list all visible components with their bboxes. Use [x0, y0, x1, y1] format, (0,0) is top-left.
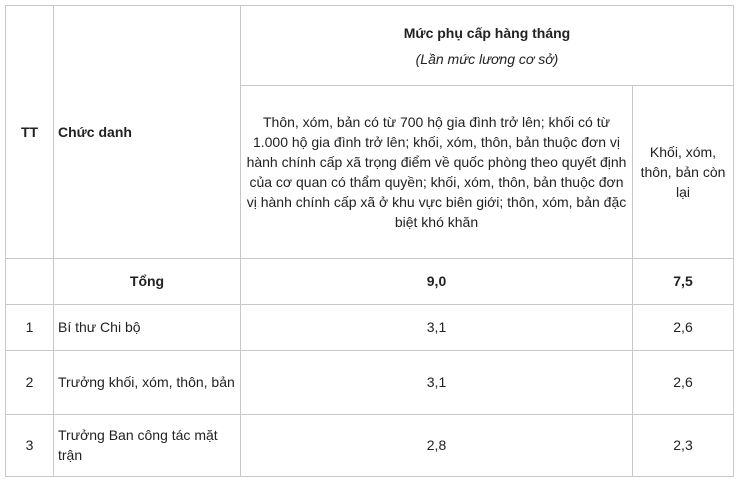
table-row: [6, 304, 734, 350]
row-col-a: 3,1: [241, 304, 633, 350]
header-muc-phu-cap: [241, 6, 734, 86]
total-col-b: 7,5: [633, 258, 734, 304]
row-tt: 2: [6, 350, 54, 414]
total-tt: [6, 258, 54, 304]
row-title: Trưởng khối, xóm, thôn, bản: [54, 350, 241, 414]
header-chuc-danh: Chức danh: [54, 6, 241, 259]
header-tt: TT: [6, 6, 54, 259]
header-muc-phu-cap-note: (Lần mức lương cơ sở): [415, 50, 559, 67]
row-col-a: 2,8: [241, 414, 633, 476]
row-tt: 3: [6, 414, 54, 476]
row-title: Trưởng Ban công tác mặt trận: [54, 414, 241, 476]
header-muc-phu-cap-title: Mức phụ cấp hàng tháng: [403, 24, 571, 41]
row-col-a: 3,1: [241, 350, 633, 414]
row-col-b: 2,6: [633, 304, 734, 350]
allowance-table: [5, 5, 734, 477]
row-col-b: 2,3: [633, 414, 734, 476]
table-row: [6, 414, 734, 476]
total-row: [6, 258, 734, 304]
header-col-a: Thôn, xóm, bản có từ 700 hộ gia đình trở lên; khối có từ 1.000 hộ gia đình trở lên; khối, xóm, thôn, bản thuộc đơn vị hành chính cấp xã trọng điểm về quốc phòng theo quyết định của cơ quan có thẩm quyền; khối, xóm, thôn, bản thuộc đơn vị hành chính cấp xã ở khu vực biên giới; thôn, xóm, bản đặc biệt khó khăn: [241, 86, 633, 258]
row-title: Bí thư Chi bộ: [54, 304, 241, 350]
header-row-1: [6, 6, 734, 86]
total-label: Tổng: [54, 258, 241, 304]
header-col-b: Khối, xóm, thôn, bản còn lại: [633, 86, 734, 258]
row-tt: 1: [6, 304, 54, 350]
table-row: [6, 350, 734, 414]
total-col-a: 9,0: [241, 258, 633, 304]
row-col-b: 2,6: [633, 350, 734, 414]
